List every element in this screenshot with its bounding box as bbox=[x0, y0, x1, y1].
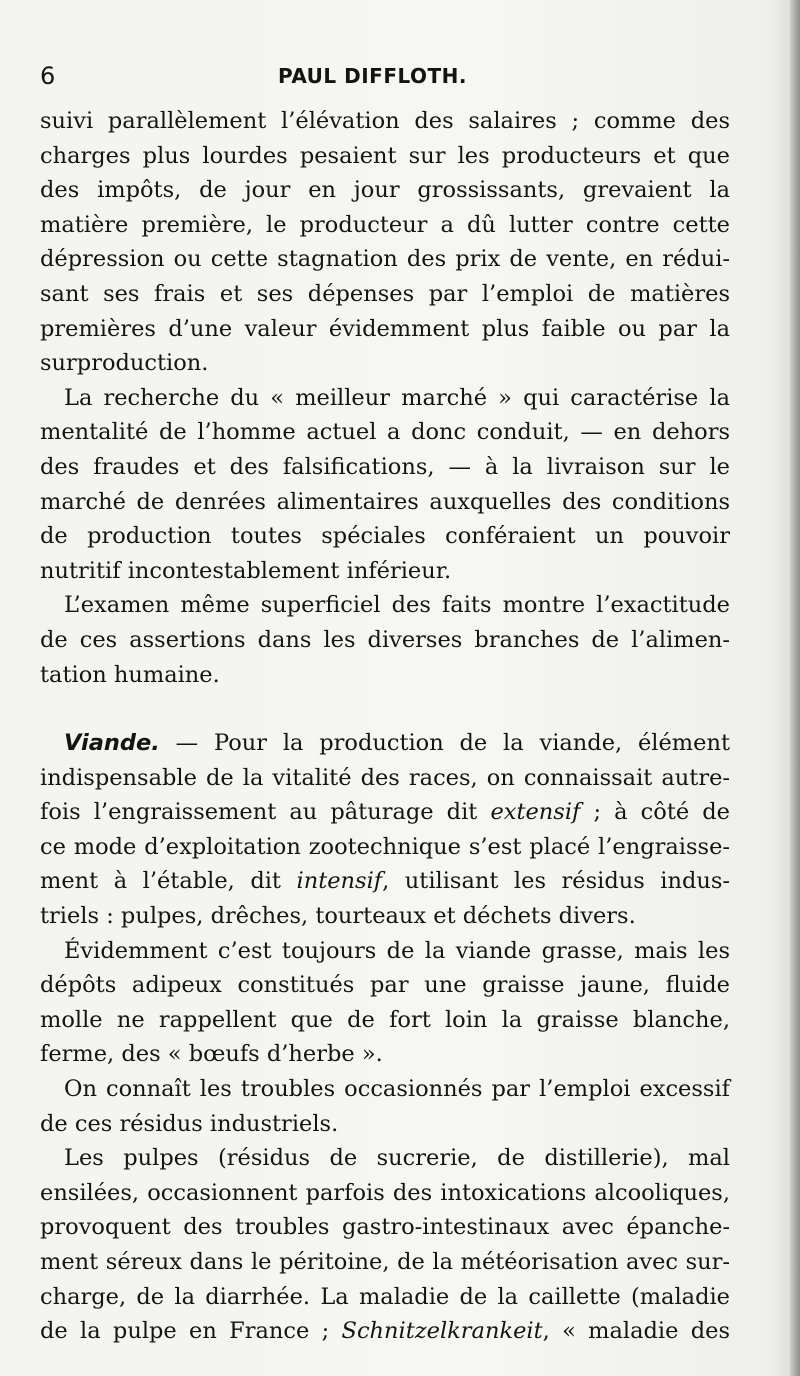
text-line: L’examen même superficiel des faits montre l’exactitude bbox=[64, 592, 730, 619]
text-line: premières d’une valeur évidemment plus faible ou par la bbox=[40, 315, 730, 342]
running-head: PAUL DIFFLOTH. bbox=[278, 64, 468, 88]
italic-term: extensif bbox=[490, 799, 581, 826]
text-line bbox=[40, 864, 730, 899]
text-line: matière première, le producteur a dû lutter contre cette bbox=[40, 211, 730, 238]
text-line: Évidemment c’est toujours de la viande grasse, mais les bbox=[64, 937, 730, 964]
italic-term: Schnitzelkrankeit bbox=[341, 1318, 543, 1345]
text-line bbox=[40, 1314, 730, 1349]
text-fragment: fois l’engraissement au pâturage dit bbox=[40, 799, 491, 826]
text-fragment: ; à côté de bbox=[580, 799, 731, 826]
text-line: sant ses frais et ses dépenses par l’emploi de matières bbox=[40, 280, 730, 307]
page-edge-shadow bbox=[790, 0, 800, 1376]
text-line: de ces assertions dans les diverses branches de l’alimen- bbox=[40, 626, 730, 653]
section-heading-line bbox=[40, 726, 730, 761]
page-number: 6 bbox=[40, 62, 56, 90]
section-gap bbox=[40, 692, 730, 726]
section-heading: Viande. bbox=[64, 730, 160, 757]
text-line: ferme, des « bœufs d’herbe ». bbox=[40, 1041, 383, 1068]
text-line: mentalité de l’homme actuel a donc conduit, — en dehors bbox=[40, 419, 730, 446]
text-fragment: ment à l’étable, dit bbox=[40, 868, 281, 895]
text-line: ce mode d’exploitation zootechnique s’est placé l’engraisse- bbox=[40, 833, 730, 860]
text-line: suivi parallèlement l’élévation des salaires ; comme des bbox=[40, 108, 730, 134]
text-line: des fraudes et des falsifications, — à la livraison sur le bbox=[40, 453, 730, 480]
text-line: molle ne rappellent que de fort loin la graisse blanche, bbox=[40, 1006, 730, 1033]
text-fragment: de la pulpe en France ; bbox=[40, 1318, 330, 1345]
text-line bbox=[40, 795, 730, 830]
text-fragment: — Pour la production de la viande, élément bbox=[159, 730, 730, 757]
page-header bbox=[40, 62, 730, 98]
text-fragment: , « maladie des bbox=[542, 1318, 731, 1345]
text-line: ment séreux dans le péritoine, de la météorisation avec sur- bbox=[40, 1249, 730, 1275]
text-line: ensilées, occasionnent parfois des intoxications alcooliques, bbox=[40, 1179, 730, 1206]
text-fragment: , utilisant les résidus indus- bbox=[382, 868, 731, 895]
text-line: provoquent des troubles gastro-intestinaux avec épanche- bbox=[40, 1214, 730, 1241]
text-line: charges plus lourdes pesaient sur les producteurs et que bbox=[40, 142, 730, 169]
text-line: de production toutes spéciales conféraient un pouvoir bbox=[40, 523, 730, 550]
text-line: dépression ou cette stagnation des prix de vente, en rédui- bbox=[40, 246, 730, 273]
text-line: charge, de la diarrhée. La maladie de la caillette (maladie bbox=[40, 1283, 730, 1310]
text-line: de ces résidus industriels. bbox=[40, 1110, 339, 1137]
text-line: nutritif incontestablement inférieur. bbox=[40, 557, 452, 584]
text-line: marché de denrées alimentaires auxquelles des conditions bbox=[40, 488, 730, 515]
text-line: dépôts adipeux constitués par une graisse jaune, fluide bbox=[40, 972, 730, 999]
text-line: On connaît les troubles occasionnés par l’emploi excessif bbox=[64, 1076, 730, 1103]
body-text bbox=[40, 104, 730, 1349]
text-line: La recherche du « meilleur marché » qui caractérise la bbox=[64, 384, 730, 411]
text-line: indispensable de la vitalité des races, on connaissait autre- bbox=[40, 764, 730, 791]
text-line: triels : pulpes, drêches, tourteaux et déchets divers. bbox=[40, 903, 636, 930]
italic-term: intensif bbox=[296, 868, 383, 895]
text-line: Les pulpes (résidus de sucrerie, de distillerie), mal bbox=[64, 1145, 730, 1172]
text-line: des impôts, de jour en jour grossissants, grevaient la bbox=[40, 177, 730, 204]
text-line: tation humaine. bbox=[40, 661, 220, 688]
text-line: surproduction. bbox=[40, 350, 209, 377]
